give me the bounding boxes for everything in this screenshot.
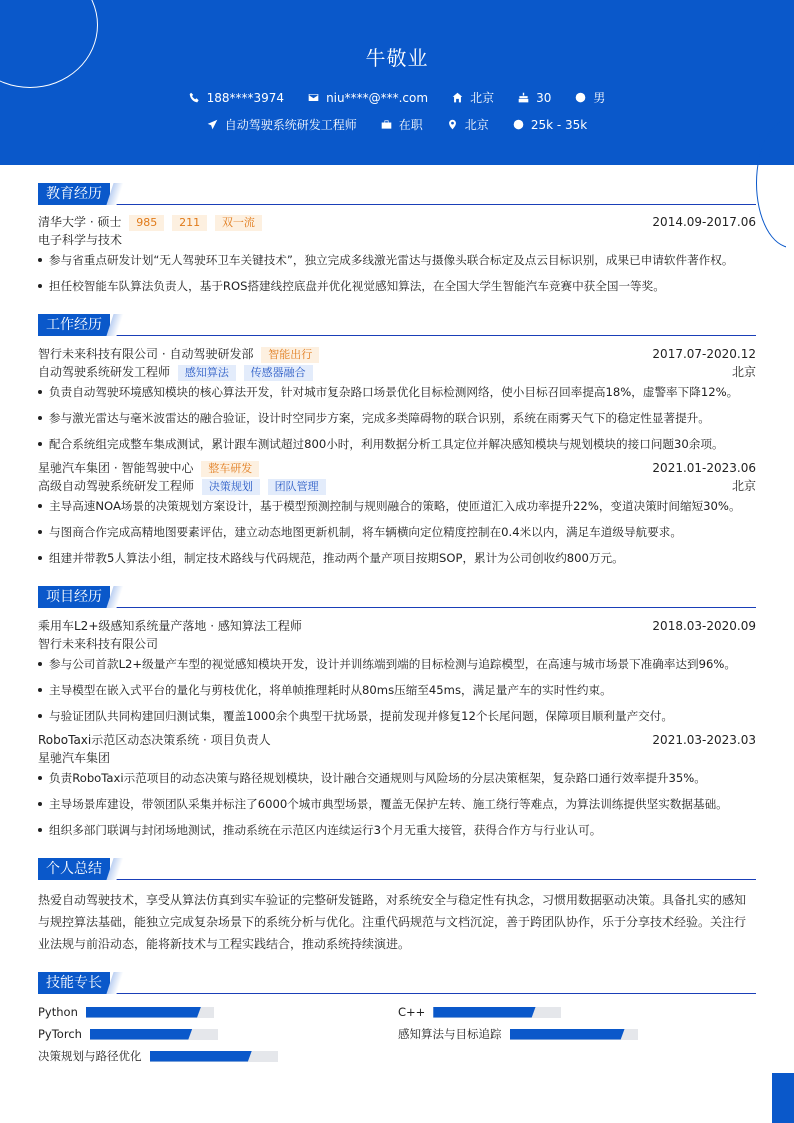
skill-name: C++ (398, 1005, 426, 1019)
list-item: 参与激光雷达与毫米波雷达的融合验证，设计时空同步方案，完成多类障碍物的联合识别，系统在雨雾天气下的稳定性显著提升。 (38, 410, 756, 426)
skill-bar-fill (510, 1029, 625, 1040)
education-section (38, 183, 756, 293)
list-item: 参与公司首款L2+级量产车型的视觉感知模块开发，设计并训练端到端的目标检测与追踪模型，在高速与城市场景下准确率达到96%。 (38, 656, 756, 672)
company-tag: 智能出行 (261, 347, 319, 363)
section-title: 技能专长 (38, 972, 110, 994)
section-header (38, 858, 756, 880)
job-city: 北京 (731, 479, 756, 493)
location-pin-icon (447, 119, 458, 130)
skills-section (38, 972, 756, 994)
school-name: 清华大学 · 硕士 (38, 215, 122, 229)
major: 电子科学与技术 (38, 233, 123, 247)
header-banner (0, 0, 794, 165)
job-header-line (38, 345, 756, 363)
skill-python (38, 1005, 214, 1019)
section-title: 个人总结 (38, 858, 110, 880)
home-icon (452, 92, 463, 103)
salary-item (513, 118, 587, 132)
list-item: 负责RoboTaxi示范项目的动态决策与路径规划模块，设计融合交通规则与风险场的分层决策框架，复杂路口通行效率提升35%。 (38, 770, 756, 786)
summary-line: 热爱自动驾驶技术，享受从算法仿真到实车验证的完整研发链路，对系统安全与稳定性有执念，习惯用数据驱动决策。具备扎实的感知 (38, 893, 747, 907)
section-title: 教育经历 (38, 183, 110, 205)
summary-line: 与规控算法基础，能独立完成复杂场景下的系统分析与优化。注重代码规范与文档沉淀，善于跨团队协作，乐于分享技术经验。关注行 (38, 915, 747, 929)
summary-line: 业法规与前沿动态，能将新技术与工程实践结合，推动系统持续演进。 (38, 937, 411, 951)
list-item: 参与省重点研发计划“无人驾驶环卫车关键技术”，独立完成多线激光雷达与摄像头联合标定及点云目标识别，成果已申请软件著作权。 (38, 252, 756, 268)
company-name: 智行未来科技有限公司 · 自动驾驶研发部 (38, 347, 254, 361)
list-item: 担任校智能车队算法负责人，基于ROS搭建线控底盘并优化视觉感知算法，在全国大学生智能汽车竞赛中获全国一等奖。 (38, 278, 756, 294)
skill-bar-fill (90, 1029, 192, 1040)
phone-item (189, 91, 284, 105)
list-item: 组建并带教5人算法小组，制定技术路线与代码规范，推动两个量产项目按期SOP，累计为公司创收约800万元。 (38, 550, 756, 566)
target-job-text: 自动驾驶系统研发工程师 (224, 118, 357, 132)
section-header (38, 183, 756, 205)
work-section (38, 314, 756, 565)
list-item: 负责自动驾驶环境感知模块的核心算法开发，针对城市复杂路口场景优化目标检测网络，使小目标召回率提高18%，虚警率下降12%。 (38, 384, 756, 400)
list-item: 与图商合作完成高精地图要素评估，建立动态地图更新机制，将车辆横向定位精度控制在0.4米以内，满足车道级导航要求。 (38, 524, 756, 540)
skill-name: PyTorch (38, 1027, 82, 1041)
job-date: 2021.01-2023.06 (652, 461, 756, 475)
briefcase-icon (381, 119, 392, 130)
list-item: 主导高速NOA场景的决策规划方案设计，基于模型预测控制与规则融合的策略，使匝道汇入成功率提升22%，变道决策时间缩短30%。 (38, 498, 756, 514)
tag-985: 985 (129, 215, 164, 231)
location-item (447, 116, 489, 133)
section-header (38, 314, 756, 336)
status-item (381, 116, 423, 133)
project-header-line (38, 617, 756, 635)
section-title: 工作经历 (38, 314, 110, 336)
email-text: niu****@***.com (326, 90, 429, 105)
job-date: 2017.07-2020.12 (652, 347, 756, 361)
phone-text: 188****3974 (206, 90, 285, 105)
job-position-line (38, 363, 756, 381)
age-item (518, 91, 551, 105)
project-date: 2021.03-2023.03 (652, 733, 756, 747)
skill-planning (38, 1049, 278, 1063)
skill-bar-fill (86, 1007, 201, 1018)
skill-pytorch (38, 1027, 218, 1041)
job-position-line (38, 477, 756, 495)
location-text: 北京 (464, 118, 489, 132)
email-item (308, 91, 428, 105)
age-text: 30 (536, 90, 552, 105)
money-icon (513, 119, 524, 130)
gender-icon (575, 92, 586, 103)
project-org: 智行未来科技有限公司 (38, 637, 159, 651)
send-icon (207, 119, 218, 130)
section-title: 项目经历 (38, 586, 110, 608)
summary-text (38, 889, 756, 955)
education-header-line (38, 213, 756, 231)
hometown-text: 北京 (470, 91, 495, 105)
job-position: 自动驾驶系统研发工程师 (38, 365, 171, 379)
job-header-line (38, 459, 756, 477)
skill-tag: 决策规划 (202, 479, 260, 495)
contact-row (0, 89, 794, 106)
project-header-line (38, 731, 756, 749)
list-item: 主导模型在嵌入式平台的量化与剪枝优化，将单帧推理耗时从80ms压缩至45ms，满足量产车的实时性约束。 (38, 682, 756, 698)
tag-211: 211 (172, 215, 207, 231)
company-name: 星驰汽车集团 · 智能驾驶中心 (38, 461, 194, 475)
mail-icon (308, 92, 319, 103)
project-org: 星驰汽车集团 (38, 751, 111, 765)
list-item: 与验证团队共同构建回归测试集，覆盖1000余个典型干扰场景，提前发现并修复12个长尾问题，保障项目顺利量产交付。 (38, 708, 756, 724)
skill-bar (86, 1007, 214, 1018)
job-city: 北京 (731, 365, 756, 379)
company-tag: 整车研发 (201, 461, 259, 477)
gender-item (575, 89, 605, 106)
project-name: RoboTaxi示范区动态决策系统 · 项目负责人 (38, 733, 271, 747)
status-text: 在职 (398, 118, 423, 132)
section-header (38, 972, 756, 994)
skill-bar (510, 1029, 638, 1040)
section-header (38, 586, 756, 608)
skill-cpp (398, 1005, 561, 1019)
projects-section (38, 586, 756, 837)
project-date: 2018.03-2020.09 (652, 619, 756, 633)
skill-bar (433, 1007, 561, 1018)
skill-name: 决策规划与路径优化 (38, 1049, 142, 1063)
phone-icon (189, 92, 200, 103)
tag-double-first-class: 双一流 (215, 215, 262, 231)
project-name: 乘用车L2+级感知系统量产落地 · 感知算法工程师 (38, 619, 302, 633)
cake-icon (518, 92, 529, 103)
skill-bar (90, 1029, 218, 1040)
job-position: 高级自动驾驶系统研发工程师 (38, 479, 195, 493)
decorative-block (772, 1073, 794, 1123)
skill-tag: 感知算法 (178, 365, 236, 381)
skill-name: Python (38, 1005, 78, 1019)
job-intent-row (0, 116, 794, 133)
hometown-item (452, 89, 494, 106)
skill-bar-fill (150, 1051, 252, 1062)
skill-perception (398, 1027, 638, 1041)
list-item: 组织多部门联调与封闭场地测试，推动系统在示范区内连续运行3个月无重大接管，获得合作方与行业认可。 (38, 822, 756, 838)
skill-name: 感知算法与目标追踪 (398, 1027, 502, 1041)
summary-section (38, 858, 756, 880)
skill-tag: 团队管理 (268, 479, 326, 495)
skill-bar-fill (433, 1007, 535, 1018)
list-item: 配合系统组完成整车集成测试，累计跟车测试超过800小时，利用数据分析工具定位并解决感知模块与规划模块的接口问题30余项。 (38, 436, 756, 452)
skill-tag: 传感器融合 (244, 365, 313, 381)
candidate-name: 牛敬业 (365, 46, 429, 70)
salary-text: 25k - 35k (530, 117, 588, 132)
target-job-item (207, 116, 357, 133)
gender-text: 男 (593, 91, 606, 105)
skill-bar (150, 1051, 278, 1062)
education-date: 2014.09-2017.06 (652, 215, 756, 229)
list-item: 主导场景库建设，带领团队采集并标注了6000个城市典型场景，覆盖无保护左转、施工绕行等难点，为算法训练提供坚实数据基础。 (38, 796, 756, 812)
